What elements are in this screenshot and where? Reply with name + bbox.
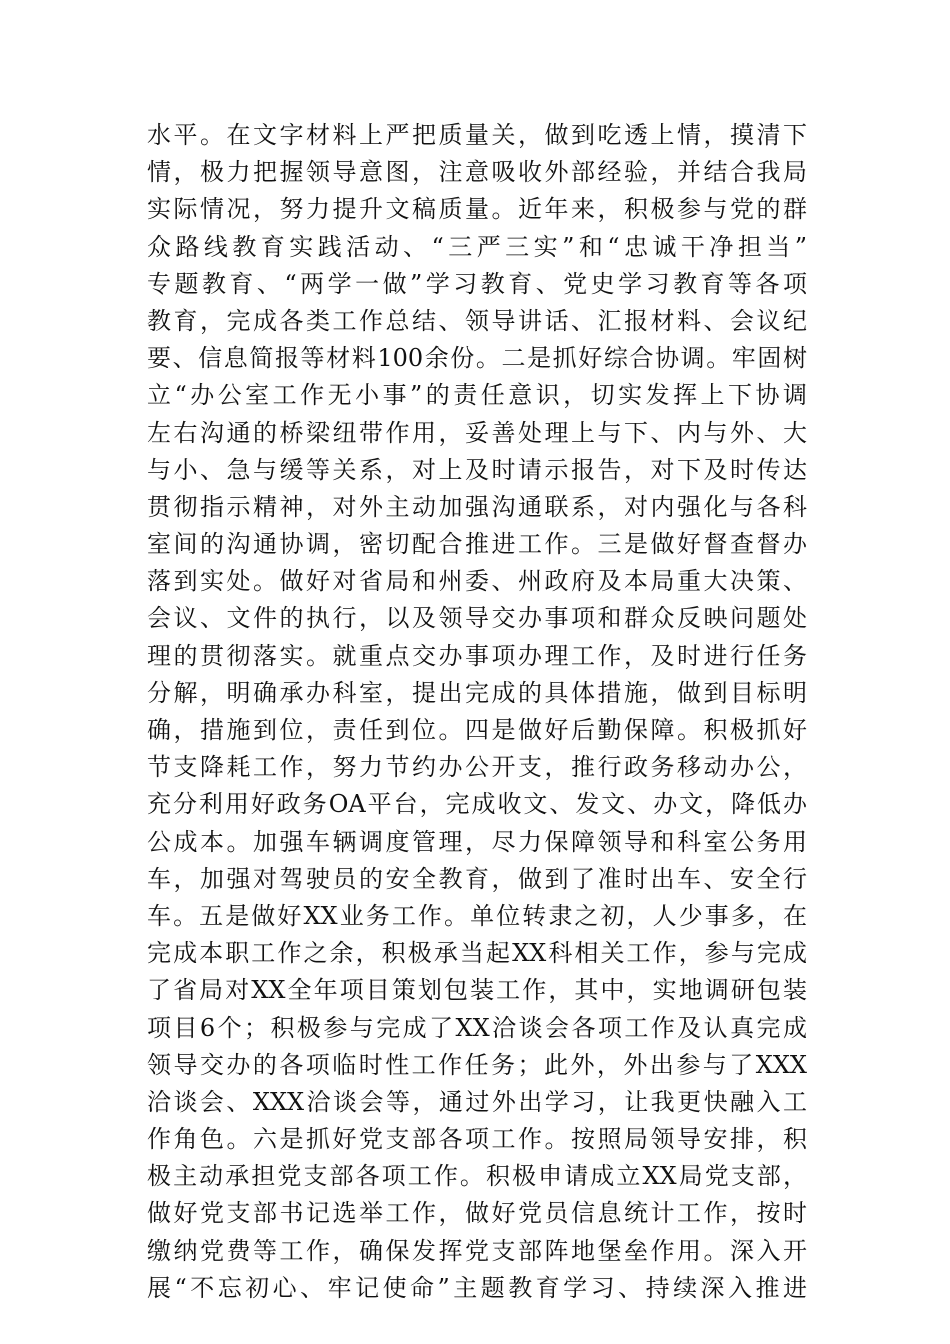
text-line: 极主动承担党支部各项工作。积极申请成立XX局党支部，	[147, 1162, 807, 1191]
text-line: 完成本职工作之余，积极承当起XX科相关工作，参与完成	[147, 939, 807, 968]
text-line: 车。五是做好XX业务工作。单位转隶之初，人少事多，在	[147, 901, 807, 930]
text-line: 室间的沟通协调，密切配合推进工作。三是做好督查督办	[147, 530, 807, 559]
text-line: 展“不忘初心、牢记使命”主题教育学习、持续深入推进	[147, 1273, 807, 1302]
text-line: 与小、急与缓等关系，对上及时请示报告，对下及时传达	[147, 455, 807, 484]
text-line: 了省局对XX全年项目策划包装工作，其中，实地调研包装	[147, 976, 807, 1005]
text-line: 要、信息简报等材料100余份。二是抓好综合协调。牢固树	[147, 344, 807, 373]
text-line: 落到实处。做好对省局和州委、州政府及本局重大决策、	[147, 567, 807, 596]
text-line: 贯彻指示精神，对外主动加强沟通联系，对内强化与各科	[147, 492, 807, 521]
text-line: 教育，完成各类工作总结、领导讲话、汇报材料、会议纪	[147, 306, 807, 335]
text-line: 众路线教育实践活动、“三严三实”和“忠诚干净担当”	[147, 232, 807, 261]
text-line: 实际情况，努力提升文稿质量。近年来，积极参与党的群	[147, 195, 807, 224]
body-text	[147, 117, 807, 1307]
text-line: 作角色。六是抓好党支部各项工作。按照局领导安排，积	[147, 1125, 807, 1154]
text-line: 会议、文件的执行，以及领导交办事项和群众反映问题处	[147, 604, 807, 633]
text-line: 领导交办的各项临时性工作任务；此外，外出参与了XXX	[147, 1050, 807, 1079]
text-line: 情，极力把握领导意图，注意吸收外部经验，并结合我局	[147, 158, 807, 187]
text-line: 分解，明确承办科室，提出完成的具体措施，做到目标明	[147, 678, 807, 707]
text-line: 车，加强对驾驶员的安全教育，做到了准时出车、安全行	[147, 864, 807, 893]
text-line: 专题教育、“两学一做”学习教育、党史学习教育等各项	[147, 269, 807, 298]
text-line: 节支降耗工作，努力节约办公开支，推行政务移动办公，	[147, 753, 807, 782]
text-line: 公成本。加强车辆调度管理，尽力保障领导和科室公务用	[147, 827, 807, 856]
text-line: 做好党支部书记选举工作，做好党员信息统计工作，按时	[147, 1199, 807, 1228]
text-line: 充分利用好政务OA平台，完成收文、发文、办文，降低办	[147, 790, 807, 819]
text-line: 项目6个；积极参与完成了XX洽谈会各项工作及认真完成	[147, 1013, 807, 1042]
text-line: 左右沟通的桥梁纽带作用，妥善处理上与下、内与外、大	[147, 418, 807, 447]
text-line: 理的贯彻落实。就重点交办事项办理工作，及时进行任务	[147, 641, 807, 670]
text-line: 洽谈会、XXX洽谈会等，通过外出学习，让我更快融入工	[147, 1087, 807, 1116]
text-line: 立“办公室工作无小事”的责任意识，切实发挥上下协调	[147, 381, 807, 410]
text-line: 缴纳党费等工作，确保发挥党支部阵地堡垒作用。深入开	[147, 1236, 807, 1265]
text-line: 水平。在文字材料上严把质量关，做到吃透上情，摸清下	[147, 121, 807, 149]
text-line: 确，措施到位，责任到位。四是做好后勤保障。积极抓好	[147, 716, 807, 744]
